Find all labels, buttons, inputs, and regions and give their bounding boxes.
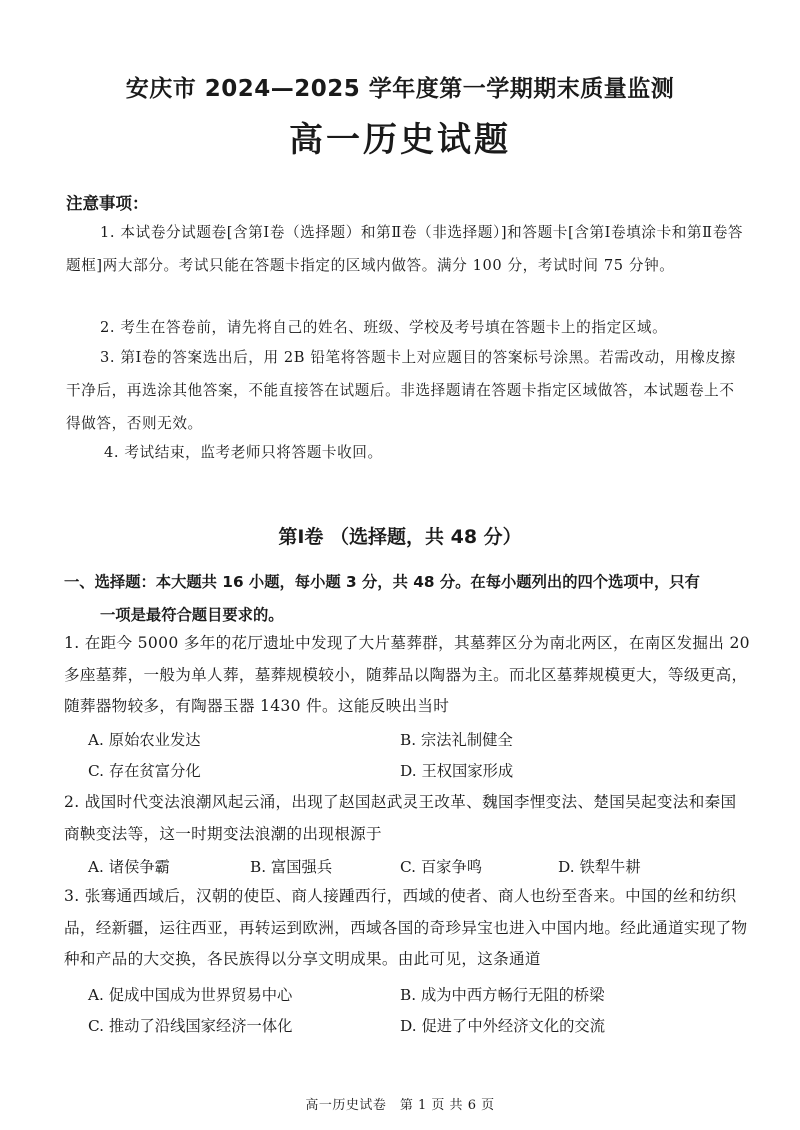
question-3-option-c: C. 推动了沿线国家经济一体化 bbox=[88, 1017, 293, 1035]
question-1-option-d: D. 王权国家形成 bbox=[400, 762, 514, 780]
question-2-option-d: D. 铁犁牛耕 bbox=[558, 858, 641, 876]
question-1-stem: 1. 在距今 5000 多年的花厅遗址中发现了大片墓葬群，其墓葬区分为南北两区，在南区发掘出 20 多座墓葬，一般为单人葬，墓葬规模较小，随葬品以陶器为主。而北区墓葬规模更大，等级更高，随葬器物较多，有陶器玉器 1430 件。这能反映出当时 bbox=[64, 634, 750, 715]
page-footer: 高一历史试卷 第 1 页 共 6 页 bbox=[305, 1098, 495, 1113]
question-1-option-c: C. 存在贫富分化 bbox=[88, 762, 201, 780]
section-instruction bbox=[64, 566, 744, 632]
question-3-option-b: B. 成为中西方畅行无阻的桥梁 bbox=[400, 986, 605, 1004]
notice-item-3: 3. 第Ⅰ卷的答案选出后，用 2B 铅笔将答题卡上对应题目的答案标号涂黑。若需改动，用橡皮擦干净后，再选涂其他答案，不能直接答在试题后。非选择题请在答题卡指定区域做答，本试题卷上不得做答，否则无效。 bbox=[66, 349, 736, 432]
question-2-option-a: A. 诸侯争霸 bbox=[88, 858, 170, 876]
question-3-option-d: D. 促进了中外经济文化的交流 bbox=[400, 1017, 606, 1035]
notice-item-1: 1. 本试卷分试题卷[含第Ⅰ卷（选择题）和第Ⅱ卷（非选择题）]和答题卡[含第Ⅰ卷填涂卡和第Ⅱ卷答题框]两大部分。考试只能在答题卡指定的区域内做答。满分 100 分，考试时间 75 分钟。 bbox=[66, 224, 744, 274]
question-2-option-b: B. 富国强兵 bbox=[250, 858, 333, 876]
section-heading: 第Ⅰ卷 （选择题，共 48 分） bbox=[278, 526, 522, 548]
question-3-option-a: A. 促成中国成为世界贸易中心 bbox=[88, 986, 293, 1004]
question-2-option-c: C. 百家争鸣 bbox=[400, 858, 483, 876]
question-2-stem: 2. 战国时代变法浪潮风起云涌，出现了赵国赵武灵王改革、魏国李悝变法、楚国吴起变法和秦国商鞅变法等，这一时期变法浪潮的出现根源于 bbox=[64, 793, 737, 843]
question-3-stem: 3. 张骞通西域后，汉朝的使臣、商人接踵西行，西域的使者、商人也纷至沓来。中国的丝和纺织品，经新疆，运往西亚，再转运到欧洲，西域各国的奇珍异宝也进入中国内地。经此通道实现了物种和产品的大交换，各民族得以分享文明成果。由此可见，这条通道 bbox=[64, 887, 748, 968]
question-1-option-a: A. 原始农业发达 bbox=[88, 731, 201, 749]
instruction-line-2: 一项是最符合题目要求的。 bbox=[100, 606, 284, 624]
exam-title: 安庆市 2024—2025 学年度第一学期期末质量监测 bbox=[125, 76, 675, 102]
paper-title: 高一历史试题 bbox=[289, 120, 511, 160]
notice-item-2: 2. 考生在答卷前，请先将自己的姓名、班级、学校及考号填在答题卡上的指定区域。 bbox=[100, 319, 668, 336]
notice-heading: 注意事项： bbox=[66, 194, 149, 213]
notice-item-4: 4. 考试结束，监考老师只将答题卡收回。 bbox=[104, 444, 383, 461]
instruction-line-1: 一、选择题：本大题共 16 小题，每小题 3 分，共 48 分。在每小题列出的四个选项中，只有 bbox=[64, 573, 700, 591]
question-1-option-b: B. 宗法礼制健全 bbox=[400, 731, 513, 749]
